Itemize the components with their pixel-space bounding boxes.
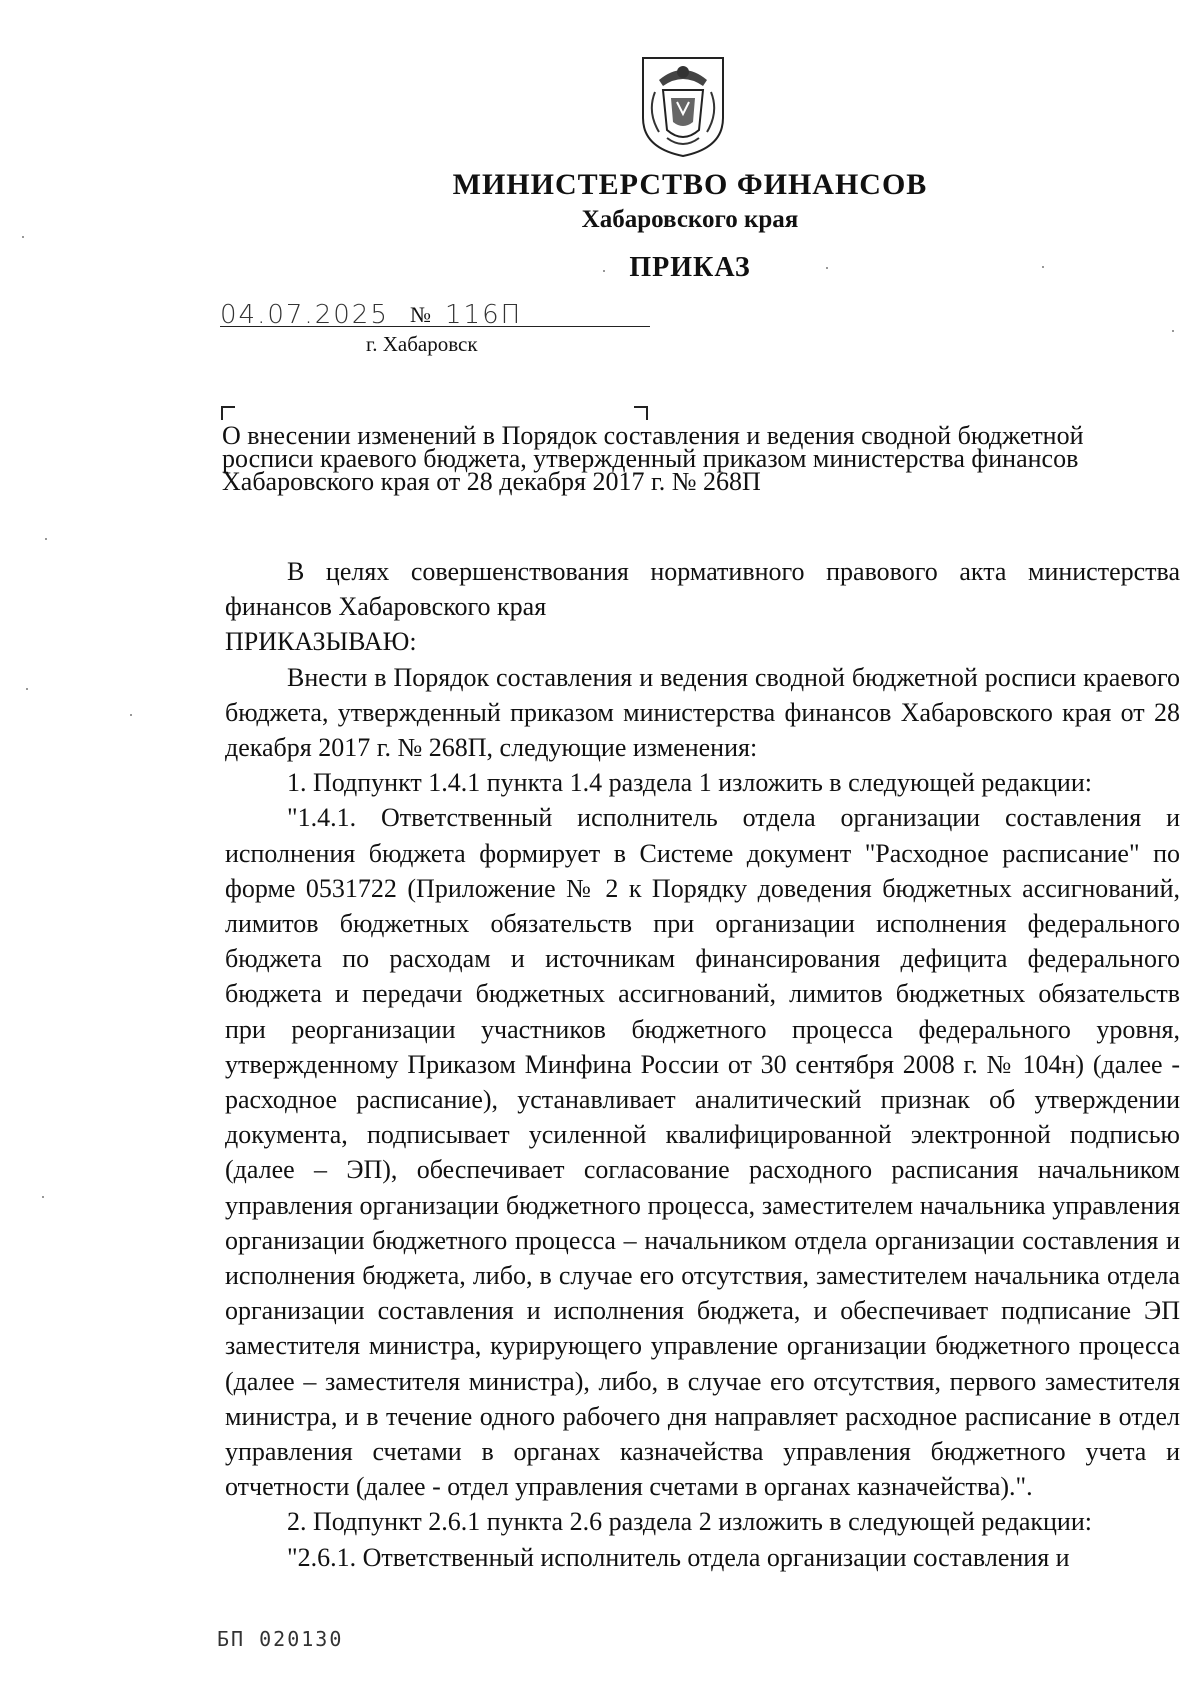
item-1-heading: 1. Подпункт 1.4.1 пункта 1.4 раздела 1 изложить в следующей редакции: <box>287 768 1092 798</box>
order-number: 116П <box>445 300 523 330</box>
scan-speck <box>45 538 47 540</box>
subject-corner-right <box>634 406 648 420</box>
item-2-text: "2.6.1. Ответственный исполнитель отдела организации составления и <box>287 1542 1070 1572</box>
ministry-name: МИНИСТЕРСТВО ФИНАНСОВ <box>452 168 928 201</box>
city-name: г. Хабаровск <box>366 332 478 356</box>
scan-speck <box>26 688 28 690</box>
order-title: ПРИКАЗ <box>629 252 751 283</box>
scan-speck <box>1172 330 1174 332</box>
scan-speck <box>603 270 605 272</box>
item-1-text: "1.4.1. Ответственный исполнитель отдела организации составления и исполнения бюджета формирует в Системе документ "Расходное расписание" по форме 0531722 (Приложение № 2 к Порядку доведения бюджетных ассигнований, лимитов бюджетных обязательств при организации исполнения федерального бюджета по расходам и источникам финансирования дефицита федерального бюджета и передачи бюджетных ассигнований, лимитов бюджетных обязательств при реорганизации участников бюджетного процесса федерального уровня, утвержденному Приказом Минфина России от 30 сентября 2008 г. № 104н) (далее - расходное расписание), устанавливает аналитический признак об утверждении документа, подписывает усиленной квалифицированной электронной подписью (далее – ЭП), обеспечивает согласование расходного расписания начальником управления организации бюджетного процесса, заместителем начальника управления организации бюджетного процесса – начальником отдела организации составления и исполнения бюджета, либо, в случае его отсутствия, заместителем начальника отдела организации составления и исполнения бюджета, и обеспечивает подписание ЭП заместителя министра, курирующего управление организации бюджетного процесса (далее – заместителя министра), либо, в случае его отсутствия, первого заместителя министра, и в течение одного рабочего дня направляет расходное расписание в отдел управления счетами в органах казначейства управления бюджетного учета и отчетности (далее - отдел управления счетами в органах казначейства).". <box>225 803 1180 1502</box>
intro-paragraph: Внести в Порядок составления и ведения сводной бюджетной росписи краевого бюджета, утвержденный приказом министерства финансов Хабаровского края от 28 декабря 2017 г. № 268П, следующие изменения: <box>225 662 1180 763</box>
scan-speck <box>22 236 24 238</box>
order-subject: О внесении изменений в Порядок составления и ведения сводной бюджетной росписи краевого бюджета, утвержденный приказом министерства финансов Хабаровского края от 28 декабря 2017 г. № 268П <box>222 421 1084 496</box>
scan-speck <box>42 1196 44 1198</box>
region-name: Хабаровского края <box>581 206 799 233</box>
subject-corner-left <box>221 406 235 420</box>
order-number-label: № <box>410 302 431 327</box>
item-2-heading: 2. Подпункт 2.6.1 пункта 2.6 раздела 2 изложить в следующей редакции: <box>287 1507 1092 1537</box>
scan-speck <box>130 714 132 716</box>
order-date: 04.07.2025 <box>220 300 389 330</box>
footer-form-code: БП 020130 <box>217 1627 344 1651</box>
scan-speck <box>826 267 828 269</box>
preamble: В целях совершенствования нормативного правового акта министерства финансов Хабаровского края <box>225 557 1180 622</box>
order-body <box>225 554 1180 1575</box>
scan-speck <box>1042 266 1044 268</box>
coat-of-arms-emblem <box>637 52 729 160</box>
order-verb: ПРИКАЗЫВАЮ: <box>225 627 417 657</box>
